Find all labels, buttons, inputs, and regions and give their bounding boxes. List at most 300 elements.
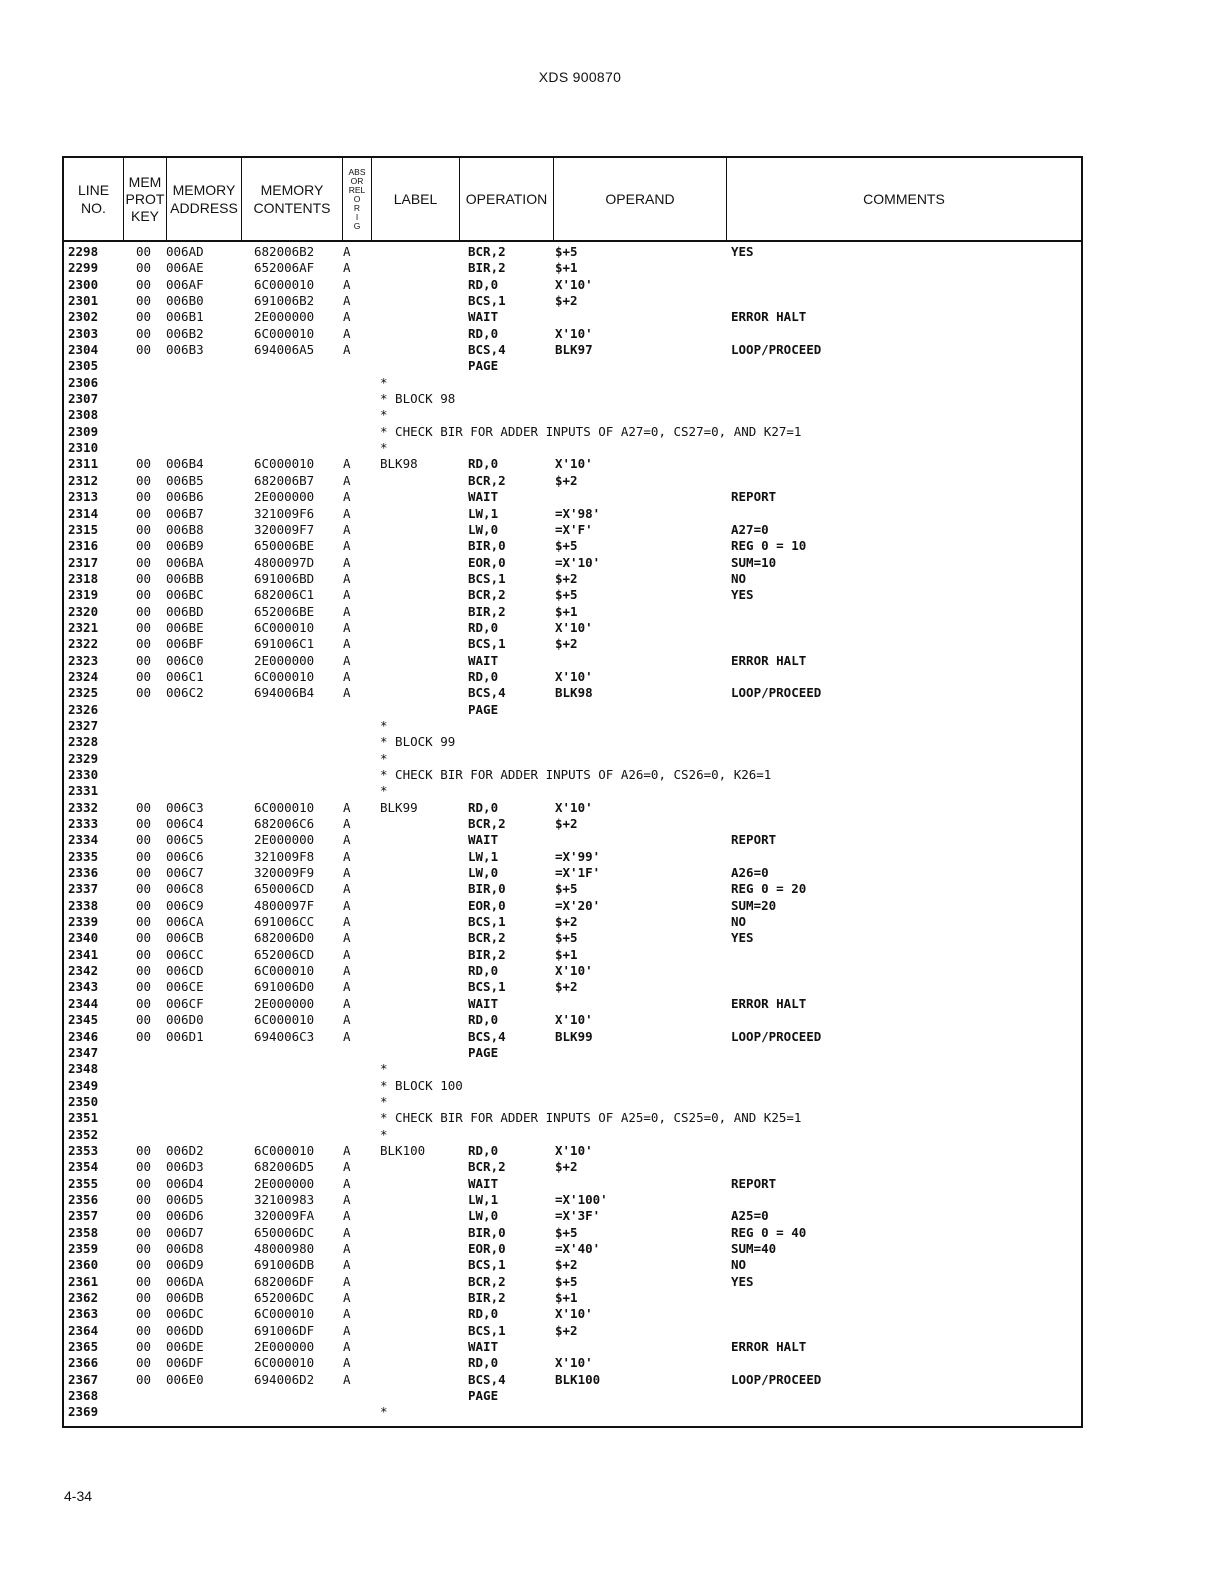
memory-contents-cell: 48000980 — [254, 1240, 315, 1256]
line-no-cell: 2308 — [68, 407, 99, 423]
prot-key-cell: 00 — [136, 554, 152, 570]
prot-key-cell: 00 — [136, 1175, 152, 1191]
memory-address-cell: 006D0 — [166, 1012, 204, 1028]
operation-cell: LW,1 — [468, 848, 499, 864]
table-row — [64, 685, 1081, 701]
line-no-cell: 2344 — [68, 995, 99, 1011]
memory-contents-cell: 694006C3 — [254, 1028, 315, 1044]
prot-key-cell: 00 — [136, 963, 152, 979]
header-line-no: LINE NO. — [77, 182, 110, 216]
memory-contents-cell: 321009F8 — [254, 848, 315, 864]
memory-address-cell: 006DA — [166, 1273, 204, 1289]
rel-flag-cell: A — [343, 1142, 351, 1158]
memory-contents-cell: 682006DF — [254, 1273, 315, 1289]
prot-key-cell: 00 — [136, 603, 152, 619]
table-row — [64, 456, 1081, 472]
memory-address-cell: 006C1 — [166, 668, 204, 684]
memory-address-cell: 006C4 — [166, 816, 204, 832]
line-no-cell: 2347 — [68, 1044, 99, 1060]
memory-address-cell: 006B1 — [166, 309, 204, 325]
line-no-cell: 2365 — [68, 1339, 99, 1355]
line-no-cell: 2315 — [68, 521, 99, 537]
operand-cell: $+2 — [555, 1257, 578, 1273]
memory-address-cell: 006B3 — [166, 342, 204, 358]
line-no-cell: 2316 — [68, 538, 99, 554]
line-no-cell: 2338 — [68, 897, 99, 913]
line-no-cell: 2358 — [68, 1224, 99, 1240]
memory-address-cell: 006BB — [166, 570, 204, 586]
table-row — [64, 1404, 1081, 1420]
line-no-cell: 2318 — [68, 570, 99, 586]
prot-key-cell: 00 — [136, 832, 152, 848]
table-row — [64, 947, 1081, 963]
memory-contents-cell: 2E000000 — [254, 832, 315, 848]
memory-contents-cell: 691006CC — [254, 914, 315, 930]
line-no-cell: 2357 — [68, 1208, 99, 1224]
memory-address-cell: 006CE — [166, 979, 204, 995]
table-row — [64, 1241, 1081, 1257]
rel-flag-cell: A — [343, 914, 351, 930]
operand-cell: $+5 — [555, 538, 578, 554]
table-row — [64, 1355, 1081, 1371]
operation-cell: RD,0 — [468, 1355, 499, 1371]
rel-flag-cell: A — [343, 946, 351, 962]
rel-flag-cell: A — [343, 538, 351, 554]
comment-cell: LOOP/PROCEED — [731, 1028, 822, 1044]
rel-flag-cell: A — [343, 1355, 351, 1371]
line-no-cell: 2302 — [68, 309, 99, 325]
rel-flag-cell: A — [343, 1012, 351, 1028]
table-row — [64, 865, 1081, 881]
rel-flag-cell: A — [343, 603, 351, 619]
memory-address-cell: 006C2 — [166, 685, 204, 701]
rel-flag-cell: A — [343, 1273, 351, 1289]
comment-cell: SUM=10 — [731, 554, 777, 570]
memory-address-cell: 006CD — [166, 963, 204, 979]
table-row — [64, 424, 1081, 440]
memory-contents-cell: 6C000010 — [254, 619, 315, 635]
operand-cell: $+5 — [555, 930, 578, 946]
rel-flag-cell: A — [343, 995, 351, 1011]
table-row — [64, 881, 1081, 897]
operand-cell: $+5 — [555, 881, 578, 897]
operand-cell: =X'100' — [555, 1191, 608, 1207]
line-no-cell: 2350 — [68, 1093, 99, 1109]
memory-address-cell: 006D3 — [166, 1159, 204, 1175]
line-no-cell: 2354 — [68, 1159, 99, 1175]
rel-flag-cell: A — [343, 325, 351, 341]
comment-cell: NO — [731, 570, 747, 586]
operand-cell: $+2 — [555, 636, 578, 652]
memory-address-cell: 006DD — [166, 1322, 204, 1338]
table-row — [64, 783, 1081, 799]
memory-contents-cell: 691006BD — [254, 570, 315, 586]
memory-address-cell: 006C5 — [166, 832, 204, 848]
memory-contents-cell: 6C000010 — [254, 1355, 315, 1371]
operation-cell: WAIT — [468, 309, 499, 325]
table-row — [64, 1029, 1081, 1045]
table-row — [64, 1225, 1081, 1241]
line-no-cell: 2343 — [68, 979, 99, 995]
memory-address-cell: 006D4 — [166, 1175, 204, 1191]
memory-contents-cell: 652006CD — [254, 946, 315, 962]
table-row — [64, 702, 1081, 718]
operation-cell: RD,0 — [468, 325, 499, 341]
rel-flag-cell: A — [343, 1159, 351, 1175]
rel-flag-cell: A — [343, 570, 351, 586]
comment-cell: ERROR HALT — [731, 652, 807, 668]
table-row — [64, 1176, 1081, 1192]
comment-cell: YES — [731, 930, 754, 946]
prot-key-cell: 00 — [136, 979, 152, 995]
comment-cell: REG 0 = 10 — [731, 538, 807, 554]
rel-flag-cell: A — [343, 1290, 351, 1305]
rel-flag-cell: A — [343, 897, 351, 913]
label-cell: * — [380, 407, 388, 423]
rel-flag-cell: A — [343, 930, 351, 946]
label-cell: * BLOCK 98 — [380, 391, 456, 407]
table-row — [64, 930, 1081, 946]
memory-address-cell: 006B2 — [166, 325, 204, 341]
comment-cell: YES — [731, 244, 754, 259]
line-no-cell: 2361 — [68, 1273, 99, 1289]
rel-flag-cell: A — [343, 1208, 351, 1224]
line-no-cell: 2349 — [68, 1077, 99, 1093]
operand-cell: $+5 — [555, 1273, 578, 1289]
rel-flag-cell: A — [343, 489, 351, 505]
line-no-cell: 2336 — [68, 865, 99, 881]
operation-cell: WAIT — [468, 489, 499, 505]
rel-flag-cell: A — [343, 881, 351, 897]
prot-key-cell: 00 — [136, 1028, 152, 1044]
prot-key-cell: 00 — [136, 685, 152, 701]
memory-contents-cell: 650006BE — [254, 538, 315, 554]
line-no-cell: 2312 — [68, 472, 99, 488]
header-operation: OPERATION — [465, 191, 548, 207]
operation-cell: WAIT — [468, 995, 499, 1011]
operation-cell: BCS,1 — [468, 914, 506, 930]
prot-key-cell: 00 — [136, 1240, 152, 1256]
memory-contents-cell: 6C000010 — [254, 325, 315, 341]
table-row — [64, 832, 1081, 848]
memory-contents-cell: 682006B7 — [254, 472, 315, 488]
header-abs-rel: ABS OR REL O R I G — [348, 166, 366, 231]
line-no-cell: 2356 — [68, 1191, 99, 1207]
prot-key-cell: 00 — [136, 570, 152, 586]
memory-contents-cell: 2E000000 — [254, 1339, 315, 1355]
line-no-cell: 2348 — [68, 1061, 99, 1077]
prot-key-cell: 00 — [136, 1012, 152, 1028]
rel-flag-cell: A — [343, 1339, 351, 1355]
line-no-cell: 2321 — [68, 619, 99, 635]
memory-contents-cell: 682006D0 — [254, 930, 315, 946]
prot-key-cell: 00 — [136, 276, 152, 292]
memory-address-cell: 006B9 — [166, 538, 204, 554]
operand-cell: $+1 — [555, 260, 578, 276]
operand-cell: =X'40' — [555, 1240, 601, 1256]
line-no-cell: 2329 — [68, 750, 99, 766]
memory-address-cell: 006CA — [166, 914, 204, 930]
prot-key-cell: 00 — [136, 816, 152, 832]
rel-flag-cell: A — [343, 1306, 351, 1322]
label-cell: * — [380, 1404, 388, 1420]
memory-address-cell: 006DB — [166, 1290, 204, 1305]
memory-contents-cell: 694006A5 — [254, 342, 315, 358]
operand-cell: $+2 — [555, 914, 578, 930]
prot-key-cell: 00 — [136, 1306, 152, 1322]
line-no-cell: 2334 — [68, 832, 99, 848]
table-row — [64, 522, 1081, 538]
operand-cell: X'10' — [555, 325, 593, 341]
memory-address-cell: 006C6 — [166, 848, 204, 864]
operand-cell: X'10' — [555, 1012, 593, 1028]
operation-cell: WAIT — [468, 652, 499, 668]
rel-flag-cell: A — [343, 1028, 351, 1044]
memory-contents-cell: 650006CD — [254, 881, 315, 897]
line-no-cell: 2340 — [68, 930, 99, 946]
line-no-cell: 2306 — [68, 374, 99, 390]
prot-key-cell: 00 — [136, 1355, 152, 1371]
line-no-cell: 2330 — [68, 767, 99, 782]
table-row — [64, 636, 1081, 652]
rel-flag-cell: A — [343, 521, 351, 537]
memory-contents-cell: 652006AF — [254, 260, 315, 276]
operation-cell: RD,0 — [468, 619, 499, 635]
memory-address-cell: 006BA — [166, 554, 204, 570]
operation-cell: PAGE — [468, 358, 499, 374]
label-cell: * — [380, 440, 388, 456]
comment-cell: YES — [731, 1273, 754, 1289]
comment-cell: REPORT — [731, 1175, 777, 1191]
label-cell: * BLOCK 99 — [380, 734, 456, 750]
line-no-cell: 2317 — [68, 554, 99, 570]
operation-cell: BIR,2 — [468, 1290, 506, 1305]
line-no-cell: 2310 — [68, 440, 99, 456]
prot-key-cell: 00 — [136, 489, 152, 505]
prot-key-cell: 00 — [136, 848, 152, 864]
table-row — [64, 407, 1081, 423]
line-no-cell: 2304 — [68, 342, 99, 358]
operation-cell: LW,0 — [468, 521, 499, 537]
memory-address-cell: 006AF — [166, 276, 204, 292]
header-label: LABEL — [393, 191, 438, 207]
operand-cell: $+2 — [555, 1159, 578, 1175]
table-row — [64, 1208, 1081, 1224]
prot-key-cell: 00 — [136, 799, 152, 815]
table-row — [64, 751, 1081, 767]
rel-flag-cell: A — [343, 244, 351, 259]
table-row — [64, 489, 1081, 505]
label-cell: BLK98 — [380, 456, 418, 472]
prot-key-cell: 00 — [136, 1257, 152, 1273]
line-no-cell: 2328 — [68, 734, 99, 750]
memory-address-cell: 006BC — [166, 587, 204, 603]
table-row — [64, 816, 1081, 832]
table-row — [64, 1339, 1081, 1355]
memory-contents-cell: 691006DF — [254, 1322, 315, 1338]
memory-contents-cell: 682006C6 — [254, 816, 315, 832]
line-no-cell: 2323 — [68, 652, 99, 668]
memory-address-cell: 006CC — [166, 946, 204, 962]
rel-flag-cell: A — [343, 1257, 351, 1273]
operand-cell: X'10' — [555, 963, 593, 979]
line-no-cell: 2369 — [68, 1404, 99, 1420]
line-no-cell: 2298 — [68, 244, 99, 259]
table-row — [64, 800, 1081, 816]
table-row — [64, 1290, 1081, 1306]
table-row — [64, 277, 1081, 293]
rel-flag-cell: A — [343, 587, 351, 603]
table-row — [64, 309, 1081, 325]
line-no-cell: 2335 — [68, 848, 99, 864]
table-row — [64, 571, 1081, 587]
table-row — [64, 1192, 1081, 1208]
table-row — [64, 604, 1081, 620]
operation-cell: BCS,4 — [468, 1371, 506, 1387]
memory-contents-cell: 6C000010 — [254, 668, 315, 684]
table-row — [64, 1257, 1081, 1273]
operation-cell: PAGE — [468, 1388, 499, 1404]
prot-key-cell: 00 — [136, 652, 152, 668]
operation-cell: LW,0 — [468, 1208, 499, 1224]
prot-key-cell: 00 — [136, 946, 152, 962]
prot-key-cell: 00 — [136, 914, 152, 930]
rel-flag-cell: A — [343, 554, 351, 570]
table-row — [64, 1012, 1081, 1028]
operation-cell: EOR,0 — [468, 897, 506, 913]
memory-address-cell: 006AD — [166, 244, 204, 259]
comment-cell: REPORT — [731, 489, 777, 505]
prot-key-cell: 00 — [136, 1208, 152, 1224]
operation-cell: RD,0 — [468, 1142, 499, 1158]
operand-cell: $+2 — [555, 1322, 578, 1338]
table-row — [64, 1323, 1081, 1339]
operand-cell: =X'98' — [555, 505, 601, 521]
prot-key-cell: 00 — [136, 244, 152, 259]
table-row — [64, 587, 1081, 603]
label-cell: BLK100 — [380, 1142, 426, 1158]
prot-key-cell: 00 — [136, 1159, 152, 1175]
operation-cell: WAIT — [468, 1339, 499, 1355]
line-no-cell: 2353 — [68, 1142, 99, 1158]
comment-cell: ERROR HALT — [731, 309, 807, 325]
operand-cell: $+5 — [555, 244, 578, 259]
operand-cell: $+1 — [555, 603, 578, 619]
table-row — [64, 767, 1081, 783]
memory-contents-cell: 2E000000 — [254, 489, 315, 505]
rel-flag-cell: A — [343, 1322, 351, 1338]
comment-cell: REG 0 = 20 — [731, 881, 807, 897]
table-row — [64, 555, 1081, 571]
line-no-cell: 2324 — [68, 668, 99, 684]
rel-flag-cell: A — [343, 848, 351, 864]
comment-cell: REPORT — [731, 832, 777, 848]
operand-cell: $+2 — [555, 293, 578, 309]
memory-contents-cell: 6C000010 — [254, 456, 315, 472]
memory-contents-cell: 2E000000 — [254, 309, 315, 325]
label-cell: * CHECK BIR FOR ADDER INPUTS OF A25=0, CS25=0, AND K25=1 — [380, 1110, 802, 1126]
operand-cell: X'10' — [555, 1355, 593, 1371]
rel-flag-cell: A — [343, 505, 351, 521]
operand-cell: =X'99' — [555, 848, 601, 864]
line-no-cell: 2346 — [68, 1028, 99, 1044]
memory-address-cell: 006CB — [166, 930, 204, 946]
line-no-cell: 2325 — [68, 685, 99, 701]
operand-cell: BLK97 — [555, 342, 593, 358]
rel-flag-cell: A — [343, 636, 351, 652]
rel-flag-cell: A — [343, 293, 351, 309]
operation-cell: BCR,2 — [468, 816, 506, 832]
prot-key-cell: 00 — [136, 521, 152, 537]
line-no-cell: 2322 — [68, 636, 99, 652]
label-cell: * — [380, 1061, 388, 1077]
rel-flag-cell: A — [343, 832, 351, 848]
operand-cell: $+2 — [555, 979, 578, 995]
operand-cell: BLK99 — [555, 1028, 593, 1044]
operation-cell: WAIT — [468, 832, 499, 848]
label-cell: * — [380, 717, 388, 733]
line-no-cell: 2299 — [68, 260, 99, 276]
table-row — [64, 1159, 1081, 1175]
rel-flag-cell: A — [343, 652, 351, 668]
memory-contents-cell: 691006D0 — [254, 979, 315, 995]
comment-cell: ERROR HALT — [731, 1339, 807, 1355]
label-cell: * — [380, 1093, 388, 1109]
memory-address-cell: 006B5 — [166, 472, 204, 488]
operand-cell: =X'F' — [555, 521, 593, 537]
comment-cell: SUM=20 — [731, 897, 777, 913]
operand-cell: X'10' — [555, 456, 593, 472]
operation-cell: BCR,2 — [468, 1273, 506, 1289]
table-row — [64, 734, 1081, 750]
operand-cell: X'10' — [555, 276, 593, 292]
line-no-cell: 2341 — [68, 946, 99, 962]
prot-key-cell: 00 — [136, 309, 152, 325]
table-row — [64, 1045, 1081, 1061]
prot-key-cell: 00 — [136, 505, 152, 521]
operand-cell: X'10' — [555, 1142, 593, 1158]
table-row — [64, 293, 1081, 309]
memory-address-cell: 006D8 — [166, 1240, 204, 1256]
table-row — [64, 440, 1081, 456]
table-row — [64, 653, 1081, 669]
operation-cell: BIR,0 — [468, 538, 506, 554]
prot-key-cell: 00 — [136, 897, 152, 913]
memory-address-cell: 006D5 — [166, 1191, 204, 1207]
line-no-cell: 2337 — [68, 881, 99, 897]
line-no-cell: 2331 — [68, 783, 99, 799]
table-row — [64, 979, 1081, 995]
operation-cell: LW,0 — [468, 865, 499, 881]
table-row — [64, 375, 1081, 391]
memory-address-cell: 006DF — [166, 1355, 204, 1371]
table-row — [64, 914, 1081, 930]
rel-flag-cell: A — [343, 799, 351, 815]
operation-cell: PAGE — [468, 1044, 499, 1060]
memory-address-cell: 006B7 — [166, 505, 204, 521]
table-row — [64, 996, 1081, 1012]
rel-flag-cell: A — [343, 816, 351, 832]
line-no-cell: 2313 — [68, 489, 99, 505]
operand-cell: $+1 — [555, 1290, 578, 1305]
memory-address-cell: 006C8 — [166, 881, 204, 897]
operation-cell: BCS,1 — [468, 293, 506, 309]
line-no-cell: 2311 — [68, 456, 99, 472]
rel-flag-cell: A — [343, 1191, 351, 1207]
label-cell: * CHECK BIR FOR ADDER INPUTS OF A26=0, CS26=0, K26=1 — [380, 767, 772, 782]
page-number: 4-34 — [64, 1488, 93, 1504]
operation-cell: BCR,2 — [468, 244, 506, 259]
